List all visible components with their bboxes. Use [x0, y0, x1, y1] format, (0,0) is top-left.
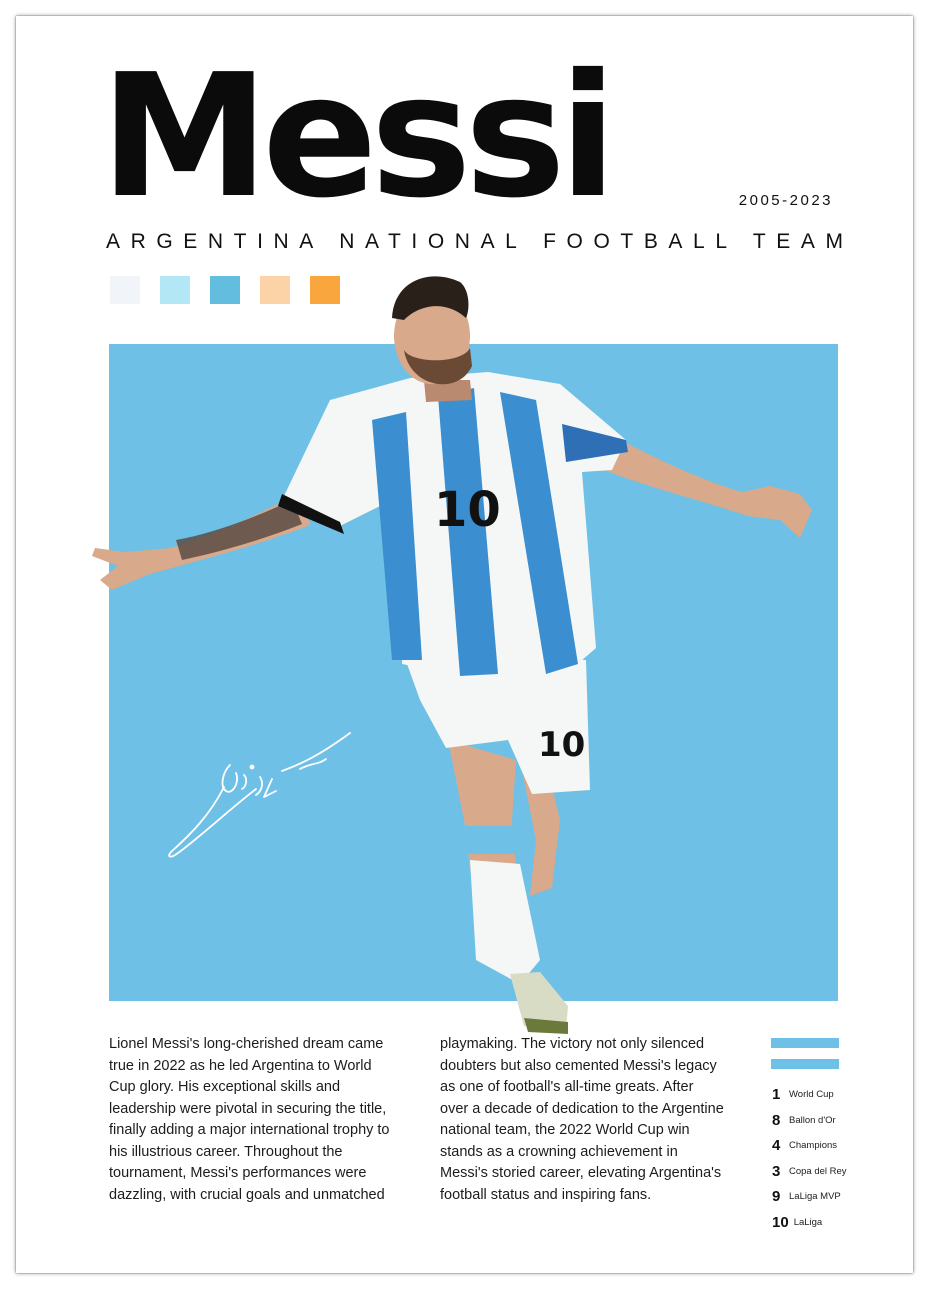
achievement-label: LaLiga MVP [789, 1191, 841, 1203]
jersey-number: 10 [434, 482, 501, 538]
flag-stripe [771, 1038, 839, 1048]
achievement-item [772, 1159, 847, 1185]
achievement-count: 1 [772, 1086, 781, 1104]
shorts-number: 10 [538, 725, 586, 765]
achievement-count: 9 [772, 1188, 781, 1206]
achievement-item [772, 1133, 847, 1159]
poster-subtitle: ARGENTINA NATIONAL FOOTBALL TEAM [106, 230, 854, 253]
achievement-label: World Cup [789, 1089, 834, 1101]
achievement-count: 10 [772, 1213, 789, 1231]
body-text-column-2: playmaking. The victory not only silenced doubters but also cemented Messi's legacy as one of football's all-time greats. After over a decade of dedication to the Argentine national team, the 2022 World Cup win stands as a crowning achievement in Messi's storied career, elevating Argentina's football status and inspiring fans. [440, 1036, 724, 1203]
achievement-count: 8 [772, 1111, 781, 1129]
achievement-count: 4 [772, 1137, 781, 1155]
argentina-flag-icon [771, 1038, 839, 1080]
achievement-item [772, 1210, 847, 1236]
achievement-item [772, 1108, 847, 1134]
achievement-item [772, 1082, 847, 1108]
player-figure [80, 262, 840, 1052]
poster-title: Messi [100, 38, 611, 236]
achievement-label: LaLiga [793, 1216, 823, 1228]
years-range: 2005-2023 [738, 192, 833, 209]
achievements-list [772, 1082, 847, 1235]
body-text-column-1: Lionel Messi's long-cherished dream came true in 2022 as he led Argentina to World Cup glory. His exceptional skills and leadership were pivotal in securing the title, finally adding a major international trophy to his illustrious career. Throughout the tournament, Messi's performances were dazzling, with crucial goals and unmatched [109, 1036, 390, 1203]
achievement-count: 3 [772, 1162, 781, 1180]
player-jersey [278, 372, 628, 680]
achievement-item [772, 1184, 847, 1210]
achievement-label: Champions [789, 1140, 838, 1152]
achievement-label: Ballon d'Or [789, 1114, 836, 1126]
achievement-label: Copa del Rey [789, 1165, 847, 1177]
flag-stripe [771, 1059, 839, 1069]
